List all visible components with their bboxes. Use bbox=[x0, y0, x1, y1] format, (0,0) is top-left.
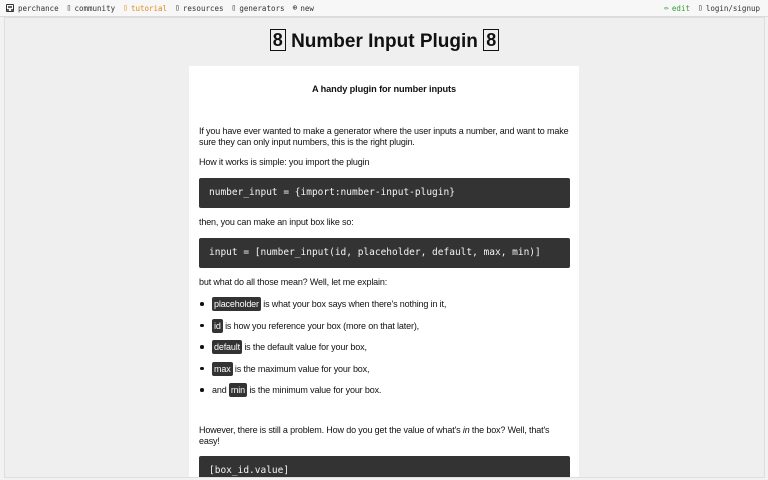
title-badge-right: 8 bbox=[483, 29, 499, 51]
book-icon: ▯ bbox=[231, 3, 237, 12]
param-tag: placeholder bbox=[214, 299, 259, 309]
top-nav-bar bbox=[0, 0, 768, 17]
nav-right bbox=[656, 0, 760, 16]
problem-paragraph bbox=[199, 425, 571, 447]
nav-community-label: community bbox=[74, 3, 116, 13]
list-item-text: is the minimum value for your box. bbox=[246, 385, 382, 395]
title-badge-left: 8 bbox=[270, 29, 286, 51]
param-tag: default bbox=[214, 342, 240, 352]
person-icon: ▯ bbox=[697, 3, 703, 12]
nav-left bbox=[6, 0, 322, 16]
problem-emphasis: in bbox=[462, 425, 470, 435]
then-text: then, you can make an input box like so: bbox=[199, 217, 354, 227]
nav-tutorial[interactable] bbox=[123, 4, 167, 13]
param-tag: max bbox=[214, 363, 231, 374]
explain-text: but what do all those mean? Well, let me explain: bbox=[199, 277, 388, 287]
list-item-text: is how you reference your box (more on that later), bbox=[222, 320, 420, 331]
list-item-text: is what your box says when there's nothing in it, bbox=[260, 299, 447, 309]
nav-resources-label: resources bbox=[182, 3, 224, 13]
dice-icon bbox=[6, 4, 14, 12]
nav-new[interactable] bbox=[293, 4, 314, 13]
nav-generators[interactable] bbox=[232, 4, 285, 13]
content-card bbox=[189, 66, 579, 478]
list-item bbox=[199, 362, 571, 384]
code-block-input: input = [number_input(id, placeholder, default, max, min)] bbox=[199, 238, 570, 268]
nav-edit[interactable] bbox=[664, 4, 690, 13]
nav-generators-label: generators bbox=[239, 3, 285, 13]
page-title bbox=[5, 29, 764, 54]
nav-edit-label: edit bbox=[671, 3, 690, 13]
chat-icon: ▯ bbox=[66, 3, 72, 12]
card-subtitle: A handy plugin for number inputs bbox=[312, 84, 456, 94]
page-title-text: Number Input Plugin bbox=[291, 31, 478, 52]
list-item-prefix: and bbox=[212, 385, 229, 395]
parameter-list bbox=[199, 297, 571, 405]
code-block-import: number_input = {import:number-input-plugin} bbox=[199, 178, 570, 208]
param-tag: id bbox=[214, 320, 221, 331]
list-item-text: is the maximum value for your box, bbox=[232, 363, 370, 374]
pencil-icon: ✏ bbox=[664, 3, 669, 12]
nav-login[interactable] bbox=[698, 4, 760, 13]
list-item bbox=[199, 340, 571, 362]
book-icon: ▯ bbox=[123, 3, 128, 12]
problem-text-b: the box? Well, that's easy! bbox=[199, 425, 550, 446]
nav-tutorial-label: tutorial bbox=[130, 3, 168, 13]
generator-output-area bbox=[4, 17, 765, 478]
nav-resources[interactable] bbox=[175, 4, 223, 13]
nav-login-label: login/signup bbox=[705, 3, 760, 13]
nav-community[interactable] bbox=[67, 4, 115, 13]
list-item-text: is the default value for your box, bbox=[241, 342, 367, 352]
code-block-value: [box_id.value] bbox=[199, 456, 570, 478]
how-it-works-text: How it works is simple: you import the plugin bbox=[199, 157, 370, 167]
list-item bbox=[199, 383, 571, 405]
book-icon: ▯ bbox=[175, 3, 180, 12]
list-item bbox=[199, 297, 571, 319]
list-item bbox=[199, 319, 571, 341]
nav-new-label: new bbox=[300, 3, 314, 13]
problem-text-a: However, there is still a problem. How do you get the value of what's bbox=[199, 425, 463, 435]
intro-paragraph: If you have ever wanted to make a generator where the user inputs a number, and want to make sure they can only input numbers, this is the right plugin. bbox=[199, 126, 569, 147]
param-tag: min bbox=[230, 385, 245, 395]
nav-brand[interactable] bbox=[6, 4, 59, 13]
plus-circle-icon: ⊕ bbox=[292, 3, 298, 12]
nav-brand-label: perchance bbox=[18, 3, 59, 13]
